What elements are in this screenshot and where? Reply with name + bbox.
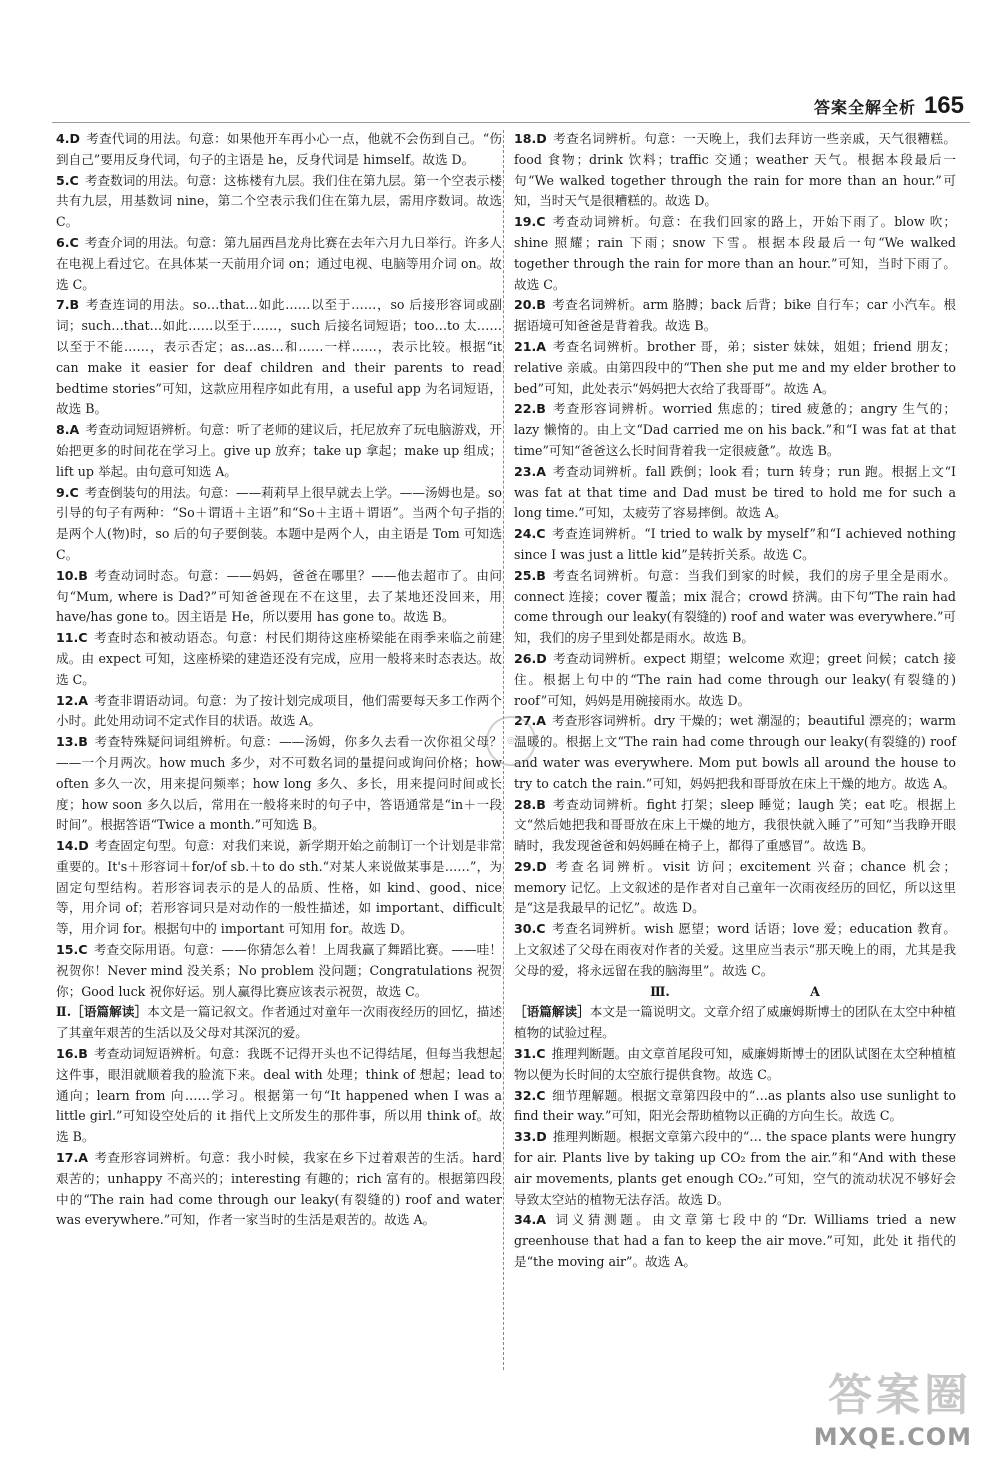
- answer-number: 19.C: [514, 214, 546, 230]
- answer-entry: [514, 711, 956, 794]
- answer-number: 31.C: [514, 1046, 546, 1062]
- answer-number: 28.B: [514, 796, 546, 812]
- watermark-url: MXQE.COM: [813, 1423, 972, 1451]
- answer-text: 考查连词的用法。so…that…如此……以至于……，so 后接形容词或副词；such…that…如此……以至于……，such 后接名词短语；too…to 太……以至于不能……，表示否定；as…as…和……一样……，表示比较。根据“it can make it easier for deaf children and their parents to read bedtime stories”可知，这款应用程序如此有用，a useful app 为名词短语，故选 B。: [56, 297, 502, 417]
- answer-number: 10.B: [56, 567, 88, 583]
- answer-entry: [514, 566, 956, 649]
- answer-number: 9.C: [56, 484, 79, 500]
- answer-entry: [56, 420, 502, 482]
- answer-text: 推理判断题。根据文章第六段中的“… the space plants were hungry for air. Plants live by taking up CO₂ from the air.”和“And with these air movements, plants get enough CO₂.”可知，空气的流动状况不够好会导致太空站的植物无法存活。故选 D。: [514, 1129, 956, 1207]
- header-title: 答案全解全析: [813, 98, 916, 117]
- answer-text: 考查固定句型。句意：对我们来说，新学期开始之前制订一个计划是非常重要的。It's＋形容词＋for/of sb.＋to do sth.“对某人来说做某事是……”，为固定句型结构。若形容词表示的是人的品质、性格，如 kind、good、nice 等，用介词 of；若形容词只是对动作的一般性描述，如 important、difficult 等，用介词 for。根据句中的 important 可知用 for。故选 D。: [56, 838, 502, 937]
- answer-number: 12.A: [56, 692, 89, 708]
- answer-number: 29.D: [514, 858, 547, 874]
- answer-number: 24.C: [514, 526, 546, 542]
- answer-entry: [514, 795, 956, 857]
- answer-entry: [514, 295, 956, 337]
- answer-number: 23.A: [514, 463, 547, 479]
- answer-text: 考查形容词辨析。句意：我小时候，我家在乡下过着艰苦的生活。hard 艰苦的；unhappy 不高兴的；interesting 有趣的；rich 富有的。根据第四段中的“The rain had come through our leaky(有裂缝的) roof and water was everywhere.”可知，作者一家当时的生活是艰苦的。故选 A。: [56, 1150, 502, 1228]
- answer-text: 考查动词辨析。fight 打架；sleep 睡觉；laugh 笑；eat 吃。根据上文“然后她把我和哥哥放在床上干燥的地方，我很快就入睡了”可知“当我睁开眼睛时，我发现爸爸和妈妈睡在椅子上，都得了重感冒”。故选 B。: [514, 796, 956, 854]
- answer-number: 33.D: [514, 1129, 547, 1145]
- answer-text: 考查名词辨析。brother 哥，弟；sister 妹妹，姐姐；friend 朋友；relative 亲戚。由第四段中的“Then she put me and my elder brother to bed”可知，此处表示“妈妈把大衣给了我哥哥”。故选 A。: [514, 338, 956, 396]
- answer-entry: [514, 1210, 956, 1272]
- answer-entry: [514, 857, 956, 919]
- answer-entry: [514, 649, 956, 711]
- answer-text: 考查动词时态。句意：——妈妈，爸爸在哪里？——他去超市了。由问句“Mum, where is Dad?”可知爸爸现在不在这里，去了某地还没回来，用 have/has gone to。因主语是 He，所以要用 has gone to。故选 B。: [56, 567, 502, 625]
- answer-number: 27.A: [514, 713, 547, 729]
- answer-entry: [514, 1086, 956, 1128]
- answer-entry: [514, 462, 956, 524]
- answer-text: 考查形容词辨析。dry 干燥的；wet 潮湿的；beautiful 漂亮的；warm 温暖的。根据上文“The rain had come through our leaky(有裂缝的) roof and water was everywhere. Mom put bowls all around the house to try to catch the rain.”可知，妈妈把我和哥哥放在床上干燥的地方。故选 A。: [514, 713, 956, 791]
- left-column: [56, 129, 502, 1231]
- section-text: 本文是一篇记叙文。作者通过对童年一次雨夜经历的回忆，描述了其童年艰苦的生活以及父母对其深沉的爱。: [56, 1004, 503, 1041]
- answer-number: 5.C: [56, 172, 79, 188]
- section-text: 本文是一篇说明文。文章介绍了威廉姆斯博士的团队在太空中种植植物的试验过程。: [514, 1004, 957, 1041]
- answer-text: 考查交际用语。句意：——你猜怎么着！上周我赢了舞蹈比赛。——哇！祝贺你！Never mind 没关系；No problem 没问题；Congratulations 祝贺你；Good luck 祝你好运。别人赢得比赛应该表示祝贺，故选 C。: [56, 942, 502, 999]
- section-heading: [514, 1002, 956, 1044]
- answer-text: 考查时态和被动语态。句意：村民们期待这座桥梁能在雨季来临之前建成。由 expect 可知，这座桥梁的建造还没有完成，应用一般将来时态表达。故选 C。: [56, 630, 502, 687]
- section-label: ［语篇解读］: [514, 1004, 590, 1020]
- answer-entry: [56, 129, 502, 171]
- answer-number: 14.D: [56, 838, 89, 854]
- answer-text: 考查名词辨析。arm 胳膊；back 后背；bike 自行车；car 小汽车。根据语境可知爸爸是背着我。故选 B。: [514, 297, 956, 334]
- answer-number: 4.D: [56, 131, 81, 146]
- answer-entry: [56, 940, 502, 1002]
- answer-entry: [56, 566, 502, 628]
- answer-entry: [514, 919, 956, 981]
- answer-number: 17.A: [56, 1150, 89, 1166]
- answer-number: 22.B: [514, 401, 546, 417]
- answer-text: 考查倒装句的用法。句意：——莉莉早上很早就去上学。——汤姆也是。so 引导的句子有两种：“So＋谓语＋主语”和“So＋主语＋谓语”。当两个句子指的是两个人(物)时，so 后的句子要倒装。本题中是两个人，由主语是 Tom 可知选 C。: [56, 484, 502, 562]
- answer-entry: [56, 691, 502, 733]
- answer-text: 考查动词辨析。fall 跌倒；look 看；turn 转身；run 跑。根据上文“I was fat at that time and Dad must be tired to hold me for such a long time.”可知，太疲劳了容易摔倒。故选 A。: [514, 463, 956, 521]
- answer-number: 15.C: [56, 942, 88, 958]
- stamp-icon: ◎: [481, 711, 540, 770]
- answer-text: 词义猜测题。由文章第七段中的“Dr. Williams tried a new greenhouse that had a fan to keep the air move.”可知，此处 it 指代的是“the moving air”。故选 A。: [514, 1212, 956, 1270]
- answer-number: 18.D: [514, 131, 547, 146]
- answer-entry: [56, 295, 502, 420]
- answer-entry: [514, 399, 956, 461]
- answer-entry: [56, 836, 502, 940]
- answer-entry: [56, 233, 502, 295]
- answer-entry: [56, 483, 502, 566]
- answer-number: 16.B: [56, 1046, 88, 1062]
- answer-entry: [514, 1044, 956, 1086]
- answer-text: 考查连词辨析。“I tried to walk by myself”和“I achieved nothing since I was just a little kid”是转折关系。故选 C。: [514, 526, 956, 562]
- answer-entry: [514, 212, 956, 295]
- answer-text: 考查名词辨析。wish 愿望；word 话语；love 爱；education 教育。上文叙述了父母在雨夜对作者的关爱。这里应当表示“那天晚上的雨，尤其是我父母的爱，将永远留在我的脑海里”。故选 C。: [514, 921, 956, 978]
- answer-text: 考查数词的用法。句意：这栋楼有九层。我们住在第九层。第一个空表示楼共有九层，用基数词 nine，第二个空表示我们住在第九层，需用序数词。故选 C。: [56, 172, 502, 230]
- answer-entry: [514, 129, 956, 212]
- answer-text: 考查特殊疑问词组辨析。句意：——汤姆，你多久去看一次你祖父母？——一个月两次。how much 多少，对不可数名词的量提问或询问价格；how often 多久一次，用来提问频率；how long 多久、多长，用来提问时间或长度；how soon 多久以后，常用在一般将来时的句子中，答语通常是“in＋一段时间”。根据答语“Twice a month.”可知选 B。: [56, 734, 502, 833]
- answer-number: 21.A: [514, 338, 547, 354]
- answer-number: 7.B: [56, 297, 80, 313]
- answer-text: 考查形容词辨析。worried 焦虑的；tired 疲惫的；angry 生气的；lazy 懒惰的。由上文“Dad carried me on his back.”和“I was fat at that time”可知“爸爸这么长时间背着我一定很疲惫”。故选 B。: [514, 401, 956, 458]
- answer-number: 11.C: [56, 630, 88, 646]
- answer-text: 考查代词的用法。句意：如果他开车再小心一点，他就不会伤到自己。“伤到自己”要用反身代词，句子的主语是 he，反身代词是 himself。故选 D。: [56, 131, 502, 167]
- answer-text: 考查名词辨析。visit 访问；excitement 兴奋；chance 机会；memory 记忆。上文叙述的是作者对自己童年一次雨夜经历的回忆，所以这里是“这是我最早的记忆”。故选 D。: [514, 858, 956, 916]
- answer-entry: [56, 628, 502, 690]
- answer-text: 考查非谓语动词。句意：为了按计划完成项目，他们需要每天多工作两个小时。此处用动词不定式作目的状语。故选 A。: [56, 692, 502, 729]
- answer-entry: [514, 1127, 956, 1210]
- answer-number: 13.B: [56, 734, 88, 750]
- answer-text: 细节理解题。根据文章第四段中的“…as plants also use sunlight to find their way.”可知，阳光会帮助植物以正确的方向生长。故选 C。: [514, 1087, 956, 1124]
- answer-entry: [514, 524, 956, 566]
- answer-entry: [56, 732, 502, 836]
- answer-number: 25.B: [514, 567, 546, 583]
- section-heading: [56, 1002, 502, 1044]
- answer-text: 考查动词辨析。句意：在我们回家的路上，开始下雨了。blow 吹；shine 照耀；rain 下雨；snow 下雪。根据本段最后一句“We walked together through the rain for more than an hour.”可知，当时下雨了。故选 C。: [514, 214, 956, 292]
- answer-number: 26.D: [514, 650, 547, 666]
- answer-entry: [514, 337, 956, 399]
- answer-entry: [56, 1148, 502, 1231]
- page-header: [814, 92, 964, 120]
- answer-number: 32.C: [514, 1087, 546, 1103]
- answer-number: 30.C: [514, 921, 546, 937]
- watermark: [814, 1359, 972, 1451]
- answer-number: 8.A: [56, 422, 80, 438]
- header-rule: [52, 122, 970, 123]
- answer-entry: [56, 171, 502, 233]
- answer-entry: [56, 1044, 502, 1148]
- answer-number: 34.A: [514, 1212, 547, 1228]
- answer-text: 考查名词辨析。句意：一天晚上，我们去拜访一些亲戚，天气很糟糕。food 食物；drink 饮料；traffic 交通；weather 天气。根据本段最后一句“We walked together through the rain for more than an hour.”可知，当时天气是很糟糕的。故选 D。: [514, 131, 956, 209]
- answer-number: 6.C: [56, 234, 79, 250]
- page-number: 165: [923, 92, 964, 119]
- answer-number: 20.B: [514, 297, 546, 313]
- right-column: [514, 129, 956, 1273]
- answer-text: 推理判断题。由文章首尾段可知，威廉姆斯博士的团队试图在太空种植植物以便为长时间的太空旅行提供食物。故选 C。: [514, 1046, 956, 1082]
- watermark-logo-text: 答案圈: [828, 1370, 972, 1421]
- answer-text: 考查介词的用法。句意：第九届西昌龙舟比赛在去年六月九日举行。许多人在电视上看过它。在具体某一天前用介词 on；通过电视、电脑等用介词 on。故选 C。: [56, 234, 502, 292]
- section-part-heading: Ⅲ. A: [650, 983, 820, 999]
- answer-text: 考查动词辨析。expect 期望；welcome 欢迎；greet 问候；catch 接住。根据上句中的“The rain had come through our leaky(有裂缝的) roof”可知，妈妈是用碗接雨水。故选 D。: [514, 650, 956, 708]
- section-label: Ⅱ.［语篇解读］: [56, 1004, 148, 1020]
- answer-text: 考查名词辨析。句意：当我们到家的时候，我们的房子里全是雨水。connect 连接；cover 覆盖；mix 混合；crowd 挤满。由下句“The rain had come through our leaky(有裂缝的) roof and water was everywhere.”可知，我们的房子里到处都是雨水。故选 B。: [514, 567, 956, 646]
- answer-text: 考查动词短语辨析。句意：听了老师的建议后，托尼放弃了玩电脑游戏，开始把更多的时间花在学习上。give up 放弃；take up 拿起；make up 组成；lift up 举起。由句意可知选 A。: [56, 422, 502, 479]
- answer-text: 考查动词短语辨析。句意：我既不记得开头也不记得结尾，但每当我想起这件事，眼泪就顺着我的脸流下来。deal with 处理；think of 想起；lead to 通向；learn from 向……学习。根据第一句“It happened when I was a little girl.”可知设空处后的 it 指代上文所发生的那件事，所以用 think of。故选 B。: [56, 1046, 502, 1145]
